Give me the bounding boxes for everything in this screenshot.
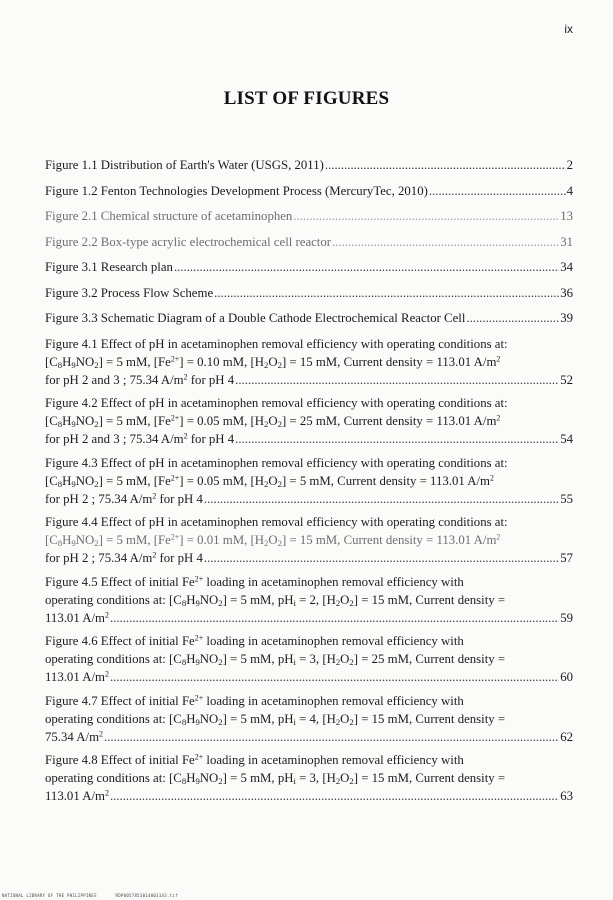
toc-entry-figure-1-1[interactable] xyxy=(45,156,573,174)
entry-current-density: 113.01 $A/m^2$ xyxy=(45,788,109,803)
entry-current-density: 113.01 $A/m^2$ xyxy=(45,669,109,684)
entry-page: 60 xyxy=(560,670,573,684)
entry-page: 52 xyxy=(560,372,573,387)
dot-leader xyxy=(110,609,559,627)
entry-conditions: operating conditions at: $[C_8H_9NO_2] = 5$ mM, $pH_i = 3$, $[H_2O_2] = 15$ mM, Current density = xyxy=(45,771,506,787)
entry-page: 31 xyxy=(560,234,573,249)
dot-leader xyxy=(325,156,566,174)
dot-leader xyxy=(204,490,559,508)
toc-entry-figure-3-1[interactable] xyxy=(45,258,573,276)
entry-title: Figure 4.1 Effect of pH in acetaminophen removal efficiency with operating conditions at: xyxy=(45,336,508,351)
toc-entry-figure-4-1[interactable] xyxy=(45,335,573,389)
toc-entry-figure-4-6[interactable] xyxy=(45,632,573,686)
entry-title: Figure 4.3 Effect of pH in acetaminophen removal efficiency with operating conditions at: xyxy=(45,455,508,470)
entry-ph-note: for pH 2 and 3 ; 75.34 $A/m^2$ for pH 4 xyxy=(45,431,235,446)
dot-leader xyxy=(214,284,559,302)
toc-entry-figure-2-2[interactable] xyxy=(45,233,573,251)
entry-title: Figure 2.2 Box-type acrylic electrochemical cell reactor xyxy=(45,234,332,249)
entry-conditions: operating conditions at: $[C_8H_9NO_2] = 5$ mM, $pH_i = 2$, $[H_2O_2] = 15$ mM, Current density = xyxy=(45,592,506,608)
footer-library: NATIONAL LIBRARY OF THE PHILIPPINES xyxy=(2,893,97,898)
entry-page: 39 xyxy=(560,311,573,325)
entry-page: 57 xyxy=(560,551,573,565)
entry-current-density: 75.34 $A/m^2$ xyxy=(45,729,104,744)
entry-title: Figure 4.5 Effect of initial $Fe^{2+}$ loading in acetaminophen removal efficiency with xyxy=(45,574,464,589)
entry-title: Figure 4.4 Effect of pH in acetaminophen removal efficiency with operating conditions at: xyxy=(45,515,508,529)
entry-ph-note: for pH 2 and 3 ; 75.34 $A/m^2$ for pH 4 xyxy=(45,372,235,387)
scan-footer xyxy=(2,893,194,898)
toc-entry-figure-4-2[interactable] xyxy=(45,394,573,448)
page-number: ix xyxy=(564,22,573,36)
entry-page: 34 xyxy=(560,260,573,274)
dot-leader xyxy=(104,728,559,746)
page-title: LIST OF FIGURES xyxy=(223,88,390,109)
dot-leader xyxy=(332,233,559,251)
dot-leader xyxy=(466,309,559,327)
entry-page: 55 xyxy=(560,491,573,506)
toc-entry-figure-4-7[interactable] xyxy=(45,692,573,746)
toc-entry-figure-3-2[interactable] xyxy=(45,284,573,302)
entry-title: Figure 3.1 Research plan xyxy=(45,260,173,274)
entry-title: Figure 2.1 Chemical structure of acetaminophen xyxy=(45,209,293,223)
entry-conditions: operating conditions at: $[C_8H_9NO_2] = 5$ mM, $pH_i = 4$, $[H_2O_2] = 15$ mM, Current density = xyxy=(45,711,506,727)
figure-list xyxy=(45,156,573,811)
dot-leader xyxy=(110,787,559,805)
toc-entry-figure-4-3[interactable] xyxy=(45,454,573,508)
dot-leader xyxy=(204,549,559,567)
toc-entry-figure-4-8[interactable] xyxy=(45,751,573,805)
entry-page: 63 xyxy=(560,789,573,803)
entry-title: Figure 3.2 Process Flow Scheme xyxy=(45,285,214,300)
dot-leader xyxy=(235,430,559,448)
dot-leader xyxy=(235,371,559,389)
entry-title: Figure 4.7 Effect of initial $Fe^{2+}$ loading in acetaminophen removal efficiency with xyxy=(45,693,464,708)
toc-entry-figure-4-5[interactable] xyxy=(45,573,573,627)
entry-page: 54 xyxy=(560,432,573,446)
entry-page: 62 xyxy=(560,729,573,744)
entry-ph-note: for pH 2 ; 75.34 $A/m^2$ for pH 4 xyxy=(45,550,203,565)
entry-page: 13 xyxy=(560,209,573,223)
entry-conditions: $[C_8H_9NO_2] = 5$ mM, $[Fe^{2+}] = 0.10$ mM, $[H_2O_2] = 15$ mM, Current density = 113.01 $A/m^2$ xyxy=(45,354,501,370)
entry-title: Figure 3.3 Schematic Diagram of a Double Cathode Electrochemical Reactor Cell xyxy=(45,311,466,325)
toc-entry-figure-4-4[interactable] xyxy=(45,513,573,567)
footer-code: RDP0057853014003143.tif xyxy=(115,893,178,898)
entry-title: Figure 4.8 Effect of initial $Fe^{2+}$ loading in acetaminophen removal efficiency with xyxy=(45,752,464,767)
entry-page: 2 xyxy=(566,158,573,172)
entry-current-density: 113.01 $A/m^2$ xyxy=(45,610,109,625)
entry-page: 59 xyxy=(560,610,573,625)
toc-entry-figure-3-3[interactable] xyxy=(45,309,573,327)
entry-page: 36 xyxy=(560,285,573,300)
dot-leader xyxy=(429,182,566,200)
toc-entry-figure-2-1[interactable] xyxy=(45,207,573,225)
toc-entry-figure-1-2[interactable] xyxy=(45,182,573,200)
dot-leader xyxy=(174,258,559,276)
entry-conditions: $[C_8H_9NO_2] = 5$ mM, $[Fe^{2+}] = 0.05$ mM, $[H_2O_2] = 5$ mM, Current density = 113.01 $A/m^2$ xyxy=(45,473,494,489)
entry-title: Figure 4.2 Effect of pH in acetaminophen removal efficiency with operating conditions at: xyxy=(45,396,508,410)
dot-leader xyxy=(110,668,559,686)
entry-title: Figure 1.2 Fenton Technologies Development Process (MercuryTec, 2010) xyxy=(45,183,428,198)
entry-page: 4 xyxy=(566,183,573,198)
entry-title: Figure 1.1 Distribution of Earth's Water (USGS, 2011) xyxy=(45,158,324,172)
entry-ph-note: for pH 2 ; 75.34 $A/m^2$ for pH 4 xyxy=(45,491,203,506)
entry-conditions: $[C_8H_9NO_2] = 5$ mM, $[Fe^{2+}] = 0.05$ mM, $[H_2O_2] = 25$ mM, Current density = 113.01 $A/m^2$ xyxy=(45,413,501,430)
entry-conditions: $[C_8H_9NO_2] = 5$ mM, $[Fe^{2+}] = 0.01$ mM, $[H_2O_2] = 15$ mM, Current density = 113.01 $A/m^2$ xyxy=(45,532,501,549)
entry-title: Figure 4.6 Effect of initial $Fe^{2+}$ loading in acetaminophen removal efficiency with xyxy=(45,633,464,648)
entry-conditions: operating conditions at: $[C_8H_9NO_2] = 5$ mM, $pH_i = 3$, $[H_2O_2] = 25$ mM, Current density = xyxy=(45,652,506,668)
dot-leader xyxy=(293,207,559,225)
